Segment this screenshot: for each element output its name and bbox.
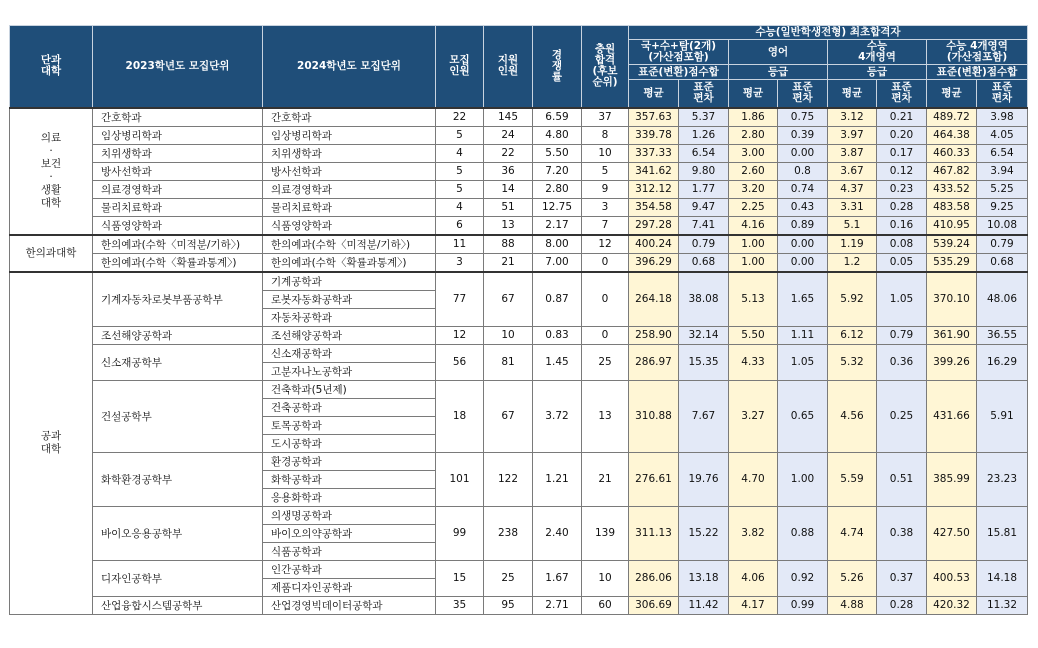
average-cell: 2.60 [729, 162, 778, 180]
header-csat-group: 수능(일반학생전형) 최초합격자 [629, 26, 1028, 40]
std-dev-cell: 0.79 [977, 235, 1028, 254]
average-cell: 464.38 [927, 126, 977, 144]
unit-2024-cell: 방사선학과 [263, 162, 436, 180]
average-cell: 3.97 [828, 126, 877, 144]
unit-2023-cell: 디자인공학부 [93, 560, 263, 596]
quota-cell: 56 [436, 344, 484, 380]
std-dev-cell: 15.81 [977, 506, 1028, 560]
std-dev-cell: 19.76 [679, 452, 729, 506]
applicants-cell: 36 [484, 162, 533, 180]
quota-cell: 101 [436, 452, 484, 506]
average-cell: 431.66 [927, 380, 977, 452]
average-cell: 337.33 [629, 144, 679, 162]
average-cell: 4.74 [828, 506, 877, 560]
ratio-cell: 8.00 [533, 235, 582, 254]
admission-results-table-container [9, 25, 1027, 615]
applicants-cell: 21 [484, 253, 533, 272]
average-cell: 4.16 [729, 216, 778, 235]
unit-2024-cell: 의생명공학과 [263, 506, 436, 524]
std-dev-cell: 7.41 [679, 216, 729, 235]
header-additional-pass: 충원 합격 (후보 순위) [582, 26, 629, 108]
additional-pass-cell: 0 [582, 253, 629, 272]
unit-2024-cell: 한의예과(수학〈확률과통계〉) [263, 253, 436, 272]
table-row [10, 144, 1028, 162]
average-cell: 3.00 [729, 144, 778, 162]
unit-2024-cell: 산업경영빅데이터공학과 [263, 596, 436, 614]
quota-cell: 77 [436, 272, 484, 327]
average-cell: 361.90 [927, 326, 977, 344]
additional-pass-cell: 25 [582, 344, 629, 380]
unit-2023-cell: 간호학과 [93, 108, 263, 127]
std-dev-cell: 1.11 [778, 326, 828, 344]
std-dev-cell: 9.25 [977, 198, 1028, 216]
average-cell: 306.69 [629, 596, 679, 614]
std-dev-cell: 0.79 [877, 326, 927, 344]
average-cell: 312.12 [629, 180, 679, 198]
average-cell: 433.52 [927, 180, 977, 198]
ratio-cell: 7.20 [533, 162, 582, 180]
average-cell: 410.95 [927, 216, 977, 235]
ratio-cell: 6.59 [533, 108, 582, 127]
average-cell: 460.33 [927, 144, 977, 162]
quota-cell: 22 [436, 108, 484, 127]
unit-2024-cell: 화학공학과 [263, 470, 436, 488]
unit-2023-cell: 임상병리학과 [93, 126, 263, 144]
average-cell: 5.32 [828, 344, 877, 380]
average-cell: 4.37 [828, 180, 877, 198]
unit-2024-cell: 간호학과 [263, 108, 436, 127]
std-dev-cell: 0.23 [877, 180, 927, 198]
unit-2023-cell: 식품영양학과 [93, 216, 263, 235]
quota-cell: 3 [436, 253, 484, 272]
std-dev-cell: 1.65 [778, 272, 828, 327]
header-applicants: 지원 인원 [484, 26, 533, 108]
std-dev-cell: 0.05 [877, 253, 927, 272]
average-cell: 311.13 [629, 506, 679, 560]
unit-2023-cell: 조선해양공학과 [93, 326, 263, 344]
unit-2024-cell: 바이오의약공학과 [263, 524, 436, 542]
average-cell: 310.88 [629, 380, 679, 452]
std-dev-cell: 0.88 [778, 506, 828, 560]
average-cell: 258.90 [629, 326, 679, 344]
std-dev-cell: 0.16 [877, 216, 927, 235]
table-row [10, 344, 1028, 362]
std-dev-cell: 11.42 [679, 596, 729, 614]
quota-cell: 5 [436, 126, 484, 144]
average-cell: 399.26 [927, 344, 977, 380]
std-dev-cell: 0.36 [877, 344, 927, 380]
std-dev-cell: 5.37 [679, 108, 729, 127]
ratio-cell: 4.80 [533, 126, 582, 144]
average-cell: 535.29 [927, 253, 977, 272]
std-dev-cell: 1.77 [679, 180, 729, 198]
header-std-dev: 표준 편차 [679, 80, 729, 108]
applicants-cell: 13 [484, 216, 533, 235]
std-dev-cell: 0.8 [778, 162, 828, 180]
table-row [10, 253, 1028, 272]
additional-pass-cell: 37 [582, 108, 629, 127]
table-row [10, 596, 1028, 614]
std-dev-cell: 0.74 [778, 180, 828, 198]
std-dev-cell: 48.06 [977, 272, 1028, 327]
applicants-cell: 25 [484, 560, 533, 596]
average-cell: 3.12 [828, 108, 877, 127]
average-cell: 385.99 [927, 452, 977, 506]
unit-2024-cell: 의료경영학과 [263, 180, 436, 198]
unit-2024-cell: 환경공학과 [263, 452, 436, 470]
header-ratio: 경 쟁 률 [533, 26, 582, 108]
average-cell: 420.32 [927, 596, 977, 614]
average-cell: 483.58 [927, 198, 977, 216]
average-cell: 3.27 [729, 380, 778, 452]
ratio-cell: 12.75 [533, 198, 582, 216]
average-cell: 5.92 [828, 272, 877, 327]
std-dev-cell: 0.21 [877, 108, 927, 127]
ratio-cell: 1.21 [533, 452, 582, 506]
ratio-cell: 2.80 [533, 180, 582, 198]
applicants-cell: 88 [484, 235, 533, 254]
unit-2024-cell: 인간공학과 [263, 560, 436, 578]
average-cell: 3.87 [828, 144, 877, 162]
std-dev-cell: 0.89 [778, 216, 828, 235]
std-dev-cell: 0.75 [778, 108, 828, 127]
average-cell: 4.70 [729, 452, 778, 506]
applicants-cell: 145 [484, 108, 533, 127]
average-cell: 5.50 [729, 326, 778, 344]
std-dev-cell: 3.94 [977, 162, 1028, 180]
average-cell: 5.1 [828, 216, 877, 235]
average-cell: 297.28 [629, 216, 679, 235]
unit-2023-cell: 화학환경공학부 [93, 452, 263, 506]
average-cell: 276.61 [629, 452, 679, 506]
average-cell: 1.00 [729, 253, 778, 272]
average-cell: 4.88 [828, 596, 877, 614]
table-row [10, 380, 1028, 398]
std-dev-cell: 11.32 [977, 596, 1028, 614]
unit-2024-cell: 임상병리학과 [263, 126, 436, 144]
std-dev-cell: 0.37 [877, 560, 927, 596]
unit-2023-cell: 방사선학과 [93, 162, 263, 180]
std-dev-cell: 16.29 [977, 344, 1028, 380]
unit-2024-cell: 건축공학과 [263, 398, 436, 416]
quota-cell: 4 [436, 144, 484, 162]
additional-pass-cell: 10 [582, 144, 629, 162]
applicants-cell: 67 [484, 380, 533, 452]
header-group-korean-math-inquiry: 국+수+탐(2개) (가산점포함) [629, 40, 729, 65]
additional-pass-cell: 60 [582, 596, 629, 614]
unit-2024-cell: 고분자나노공학과 [263, 362, 436, 380]
unit-2024-cell: 식품공학과 [263, 542, 436, 560]
header-unit-2023: 2023학년도 모집단위 [93, 26, 263, 108]
std-dev-cell: 36.55 [977, 326, 1028, 344]
additional-pass-cell: 12 [582, 235, 629, 254]
additional-pass-cell: 0 [582, 326, 629, 344]
average-cell: 370.10 [927, 272, 977, 327]
quota-cell: 35 [436, 596, 484, 614]
table-row [10, 506, 1028, 524]
std-dev-cell: 0.79 [679, 235, 729, 254]
unit-2024-cell: 로봇자동화공학과 [263, 290, 436, 308]
std-dev-cell: 0.12 [877, 162, 927, 180]
table-row [10, 198, 1028, 216]
header-group-four-areas: 수능 4개영역 [828, 40, 927, 65]
header-unit-2024: 2024학년도 모집단위 [263, 26, 436, 108]
unit-2023-cell: 한의예과(수학〈미적분/기하〉) [93, 235, 263, 254]
header-std-dev: 표준 편차 [778, 80, 828, 108]
table-row [10, 126, 1028, 144]
quota-cell: 12 [436, 326, 484, 344]
unit-2024-cell: 자동차공학과 [263, 308, 436, 326]
average-cell: 286.97 [629, 344, 679, 380]
average-cell: 427.50 [927, 506, 977, 560]
std-dev-cell: 0.20 [877, 126, 927, 144]
applicants-cell: 95 [484, 596, 533, 614]
std-dev-cell: 10.08 [977, 216, 1028, 235]
college-cell: 의료 · 보건 · 생활 대학 [10, 108, 93, 235]
average-cell: 1.2 [828, 253, 877, 272]
ratio-cell: 5.50 [533, 144, 582, 162]
header-average: 평균 [828, 80, 877, 108]
average-cell: 6.12 [828, 326, 877, 344]
unit-2024-cell: 물리치료학과 [263, 198, 436, 216]
std-dev-cell: 1.00 [778, 452, 828, 506]
average-cell: 3.82 [729, 506, 778, 560]
quota-cell: 11 [436, 235, 484, 254]
std-dev-cell: 0.00 [778, 253, 828, 272]
std-dev-cell: 32.14 [679, 326, 729, 344]
average-cell: 3.67 [828, 162, 877, 180]
table-row [10, 452, 1028, 470]
unit-2024-cell: 한의예과(수학〈미적분/기하〉) [263, 235, 436, 254]
ratio-cell: 1.67 [533, 560, 582, 596]
ratio-cell: 2.71 [533, 596, 582, 614]
admission-results-table [9, 25, 1028, 615]
unit-2024-cell: 식품영양학과 [263, 216, 436, 235]
college-cell: 공과 대학 [10, 272, 93, 615]
ratio-cell: 2.17 [533, 216, 582, 235]
average-cell: 489.72 [927, 108, 977, 127]
quota-cell: 5 [436, 162, 484, 180]
additional-pass-cell: 21 [582, 452, 629, 506]
header-sub-score-sum-2: 표준(변환)점수합 [927, 65, 1028, 80]
std-dev-cell: 0.92 [778, 560, 828, 596]
std-dev-cell: 0.00 [778, 144, 828, 162]
quota-cell: 4 [436, 198, 484, 216]
ratio-cell: 1.45 [533, 344, 582, 380]
table-row [10, 326, 1028, 344]
quota-cell: 18 [436, 380, 484, 452]
applicants-cell: 22 [484, 144, 533, 162]
std-dev-cell: 0.51 [877, 452, 927, 506]
std-dev-cell: 3.98 [977, 108, 1028, 127]
table-header [10, 26, 1028, 108]
table-row [10, 216, 1028, 235]
ratio-cell: 2.40 [533, 506, 582, 560]
std-dev-cell: 0.68 [679, 253, 729, 272]
header-college: 단과 대학 [10, 26, 93, 108]
header-std-dev: 표준 편차 [977, 80, 1028, 108]
unit-2023-cell: 바이오응용공학부 [93, 506, 263, 560]
std-dev-cell: 0.65 [778, 380, 828, 452]
std-dev-cell: 0.25 [877, 380, 927, 452]
average-cell: 4.06 [729, 560, 778, 596]
std-dev-cell: 38.08 [679, 272, 729, 327]
ratio-cell: 0.87 [533, 272, 582, 327]
unit-2024-cell: 기계공학과 [263, 272, 436, 291]
average-cell: 1.86 [729, 108, 778, 127]
unit-2023-cell: 건설공학부 [93, 380, 263, 452]
unit-2024-cell: 건축학과(5년제) [263, 380, 436, 398]
average-cell: 357.63 [629, 108, 679, 127]
table-row [10, 162, 1028, 180]
additional-pass-cell: 139 [582, 506, 629, 560]
average-cell: 1.00 [729, 235, 778, 254]
average-cell: 341.62 [629, 162, 679, 180]
average-cell: 5.59 [828, 452, 877, 506]
college-cell: 한의과대학 [10, 235, 93, 272]
std-dev-cell: 7.67 [679, 380, 729, 452]
std-dev-cell: 0.39 [778, 126, 828, 144]
std-dev-cell: 23.23 [977, 452, 1028, 506]
table-row [10, 272, 1028, 291]
average-cell: 4.33 [729, 344, 778, 380]
std-dev-cell: 1.05 [877, 272, 927, 327]
average-cell: 3.20 [729, 180, 778, 198]
average-cell: 286.06 [629, 560, 679, 596]
std-dev-cell: 0.28 [877, 596, 927, 614]
average-cell: 400.24 [629, 235, 679, 254]
applicants-cell: 14 [484, 180, 533, 198]
average-cell: 400.53 [927, 560, 977, 596]
applicants-cell: 122 [484, 452, 533, 506]
std-dev-cell: 6.54 [679, 144, 729, 162]
std-dev-cell: 1.05 [778, 344, 828, 380]
average-cell: 3.31 [828, 198, 877, 216]
std-dev-cell: 0.00 [778, 235, 828, 254]
table-row [10, 180, 1028, 198]
std-dev-cell: 0.17 [877, 144, 927, 162]
std-dev-cell: 0.43 [778, 198, 828, 216]
applicants-cell: 81 [484, 344, 533, 380]
quota-cell: 6 [436, 216, 484, 235]
average-cell: 539.24 [927, 235, 977, 254]
unit-2024-cell: 신소재공학과 [263, 344, 436, 362]
applicants-cell: 24 [484, 126, 533, 144]
std-dev-cell: 9.80 [679, 162, 729, 180]
table-row [10, 560, 1028, 578]
unit-2024-cell: 응용화학과 [263, 488, 436, 506]
unit-2024-cell: 치위생학과 [263, 144, 436, 162]
header-group-english: 영어 [729, 40, 828, 65]
average-cell: 5.13 [729, 272, 778, 327]
std-dev-cell: 0.28 [877, 198, 927, 216]
average-cell: 467.82 [927, 162, 977, 180]
average-cell: 396.29 [629, 253, 679, 272]
std-dev-cell: 0.68 [977, 253, 1028, 272]
additional-pass-cell: 0 [582, 272, 629, 327]
std-dev-cell: 0.99 [778, 596, 828, 614]
applicants-cell: 10 [484, 326, 533, 344]
header-std-dev: 표준 편차 [877, 80, 927, 108]
table-row [10, 235, 1028, 254]
average-cell: 4.17 [729, 596, 778, 614]
average-cell: 1.19 [828, 235, 877, 254]
unit-2023-cell: 기계자동차로봇부품공학부 [93, 272, 263, 327]
unit-2024-cell: 도시공학과 [263, 434, 436, 452]
header-average: 평균 [729, 80, 778, 108]
table-body [10, 108, 1028, 615]
quota-cell: 99 [436, 506, 484, 560]
quota-cell: 15 [436, 560, 484, 596]
average-cell: 339.78 [629, 126, 679, 144]
header-average: 평균 [629, 80, 679, 108]
std-dev-cell: 0.38 [877, 506, 927, 560]
quota-cell: 5 [436, 180, 484, 198]
header-average: 평균 [927, 80, 977, 108]
average-cell: 5.26 [828, 560, 877, 596]
unit-2024-cell: 제품디자인공학과 [263, 578, 436, 596]
std-dev-cell: 13.18 [679, 560, 729, 596]
header-quota: 모집 인원 [436, 26, 484, 108]
average-cell: 354.58 [629, 198, 679, 216]
additional-pass-cell: 7 [582, 216, 629, 235]
std-dev-cell: 1.26 [679, 126, 729, 144]
unit-2023-cell: 한의예과(수학〈확률과통계〉) [93, 253, 263, 272]
average-cell: 264.18 [629, 272, 679, 327]
std-dev-cell: 4.05 [977, 126, 1028, 144]
std-dev-cell: 15.35 [679, 344, 729, 380]
ratio-cell: 0.83 [533, 326, 582, 344]
unit-2024-cell: 토목공학과 [263, 416, 436, 434]
std-dev-cell: 5.25 [977, 180, 1028, 198]
header-sub-grade-2: 등급 [828, 65, 927, 80]
additional-pass-cell: 13 [582, 380, 629, 452]
unit-2023-cell: 신소재공학부 [93, 344, 263, 380]
unit-2023-cell: 물리치료학과 [93, 198, 263, 216]
table-row [10, 108, 1028, 127]
average-cell: 2.80 [729, 126, 778, 144]
additional-pass-cell: 3 [582, 198, 629, 216]
ratio-cell: 7.00 [533, 253, 582, 272]
std-dev-cell: 9.47 [679, 198, 729, 216]
unit-2023-cell: 치위생학과 [93, 144, 263, 162]
std-dev-cell: 5.91 [977, 380, 1028, 452]
average-cell: 2.25 [729, 198, 778, 216]
additional-pass-cell: 10 [582, 560, 629, 596]
std-dev-cell: 15.22 [679, 506, 729, 560]
applicants-cell: 238 [484, 506, 533, 560]
applicants-cell: 51 [484, 198, 533, 216]
additional-pass-cell: 8 [582, 126, 629, 144]
std-dev-cell: 0.08 [877, 235, 927, 254]
std-dev-cell: 6.54 [977, 144, 1028, 162]
unit-2024-cell: 조선해양공학과 [263, 326, 436, 344]
average-cell: 4.56 [828, 380, 877, 452]
applicants-cell: 67 [484, 272, 533, 327]
unit-2023-cell: 의료경영학과 [93, 180, 263, 198]
unit-2023-cell: 산업융합시스템공학부 [93, 596, 263, 614]
header-sub-score-sum-1: 표준(변환)점수합 [629, 65, 729, 80]
std-dev-cell: 14.18 [977, 560, 1028, 596]
additional-pass-cell: 5 [582, 162, 629, 180]
additional-pass-cell: 9 [582, 180, 629, 198]
header-sub-grade-1: 등급 [729, 65, 828, 80]
header-group-four-areas-bonus: 수능 4개영역 (가산점포함) [927, 40, 1028, 65]
ratio-cell: 3.72 [533, 380, 582, 452]
